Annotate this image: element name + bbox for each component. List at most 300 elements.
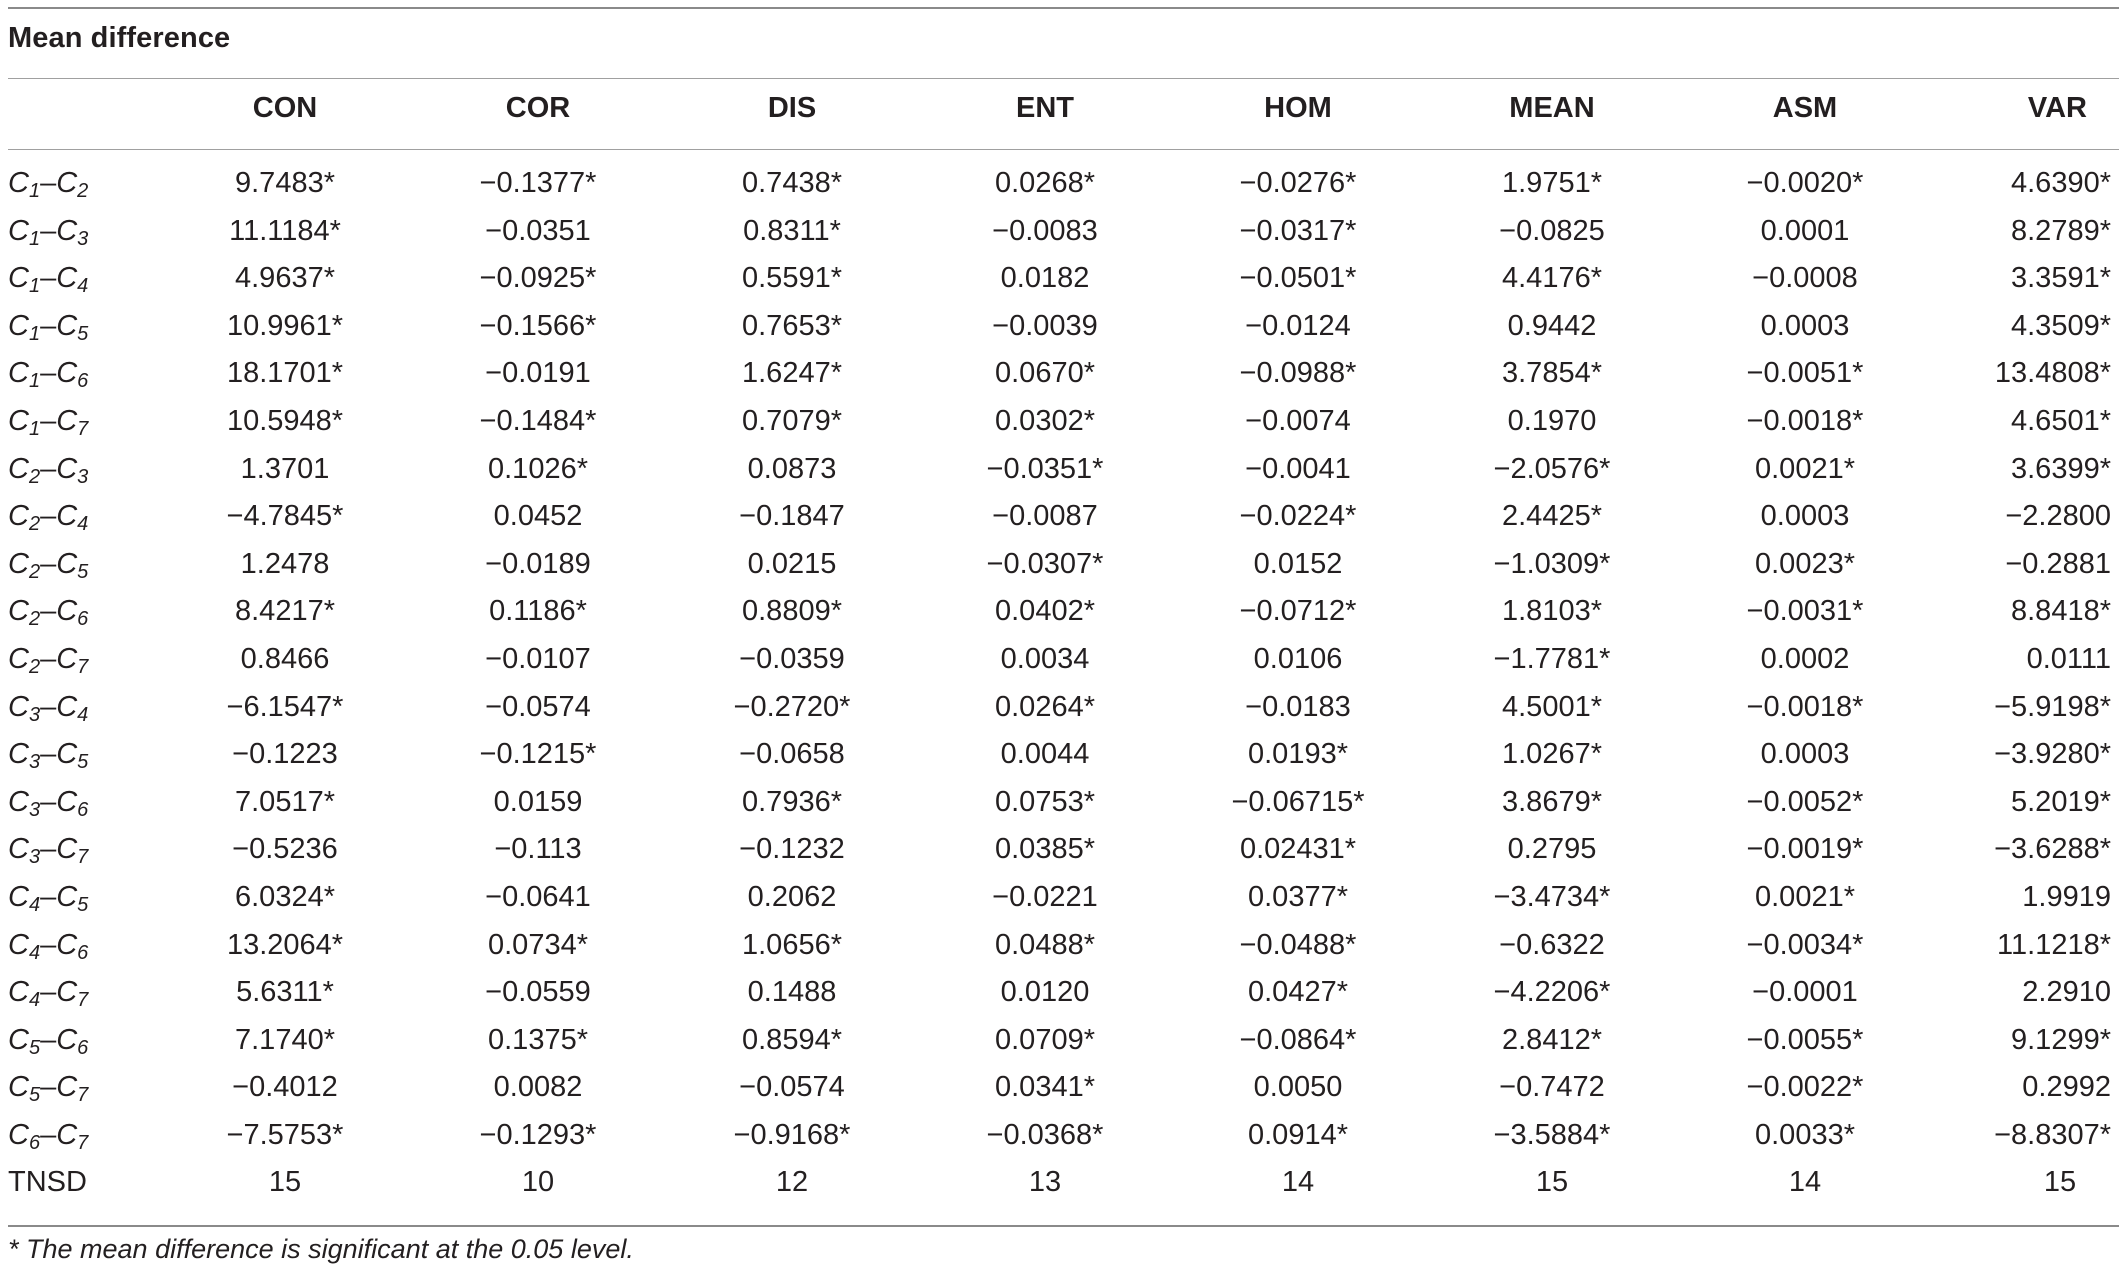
table-cell: 9.7483* — [235, 167, 335, 199]
table-cell: 0.0106 — [1253, 642, 1343, 675]
row-label-symbol: C — [56, 547, 78, 580]
caption-rule — [8, 78, 2119, 79]
table-cell: 11.1184* — [229, 214, 341, 247]
row-label-symbol: C — [56, 595, 78, 628]
table-cell: 0.7438* — [742, 167, 842, 199]
table-cell: 0.0152 — [1253, 547, 1343, 580]
row-label-subscript: 1 — [28, 370, 41, 393]
column-header-mean: MEAN — [1509, 92, 1595, 124]
table-row — [0, 970, 2119, 1018]
table-cell: −0.2881 — [2005, 547, 2111, 580]
table-cell: 0.0302* — [995, 404, 1095, 437]
row-label: $C_4-C_7$ — [8, 976, 89, 1012]
table-row — [0, 875, 2119, 923]
table-cell: −0.1215* — [479, 738, 597, 771]
row-label-subscript: 7 — [77, 846, 89, 869]
row-label-subscript: 2 — [28, 513, 41, 536]
row-label-subscript: 2 — [28, 655, 41, 678]
table-cell: −0.0041 — [1245, 452, 1351, 485]
tnsd-cell: 15 — [1535, 1166, 1569, 1199]
row-label-subscript: 3 — [28, 798, 41, 821]
row-label-symbol: C — [8, 738, 29, 771]
column-header-con: CON — [252, 92, 318, 124]
table-cell: −3.5884* — [1493, 1118, 1611, 1151]
table-cell: −0.0988* — [1239, 357, 1357, 390]
row-label-symbol: C — [8, 1071, 29, 1104]
row-label: $C_1-C_2$ — [8, 167, 89, 202]
table-cell: 4.6501* — [2011, 404, 2111, 437]
table-row — [0, 447, 2119, 495]
table-cell: −0.0501* — [1239, 262, 1357, 295]
table-cell: −0.0083 — [992, 214, 1098, 247]
table-cell: 1.9919 — [2022, 880, 2111, 913]
row-label-symbol: C — [56, 1023, 78, 1056]
table-cell: −0.0034* — [1746, 928, 1864, 961]
table-cell: 0.0268* — [995, 167, 1095, 199]
table-cell: 0.1970 — [1507, 404, 1597, 437]
row-label-symbol: C — [56, 928, 78, 961]
table-cell: 3.8679* — [1502, 785, 1602, 818]
table-cell: −0.1377* — [479, 167, 597, 199]
row-label-symbol: C — [56, 357, 78, 390]
row-label-subscript: 5 — [77, 751, 89, 774]
table-cell: −0.0018* — [1746, 690, 1864, 723]
table-cell: −0.0224* — [1239, 500, 1357, 533]
row-label: $C_2-C_6$ — [8, 595, 89, 631]
table-cell: 4.5001* — [1502, 690, 1602, 723]
table-cell: −4.2206* — [1493, 976, 1611, 1009]
row-label-symbol: C — [8, 880, 29, 913]
table-cell: 3.6399* — [2011, 452, 2111, 485]
table-row — [0, 1065, 2119, 1113]
table-cell: −0.0074 — [1245, 404, 1351, 437]
row-label-symbol: C — [8, 547, 29, 580]
row-label-symbol: C — [56, 785, 78, 818]
table-cell: 0.8466 — [240, 642, 330, 675]
table-cell: −1.0309* — [1493, 547, 1611, 580]
row-label: $C_5-C_7$ — [8, 1071, 89, 1107]
table-cell: −0.0221 — [992, 880, 1098, 913]
table-cell: −0.9168* — [733, 1118, 851, 1151]
table-cell: 3.3591* — [2011, 262, 2111, 295]
table-cell: −0.0359 — [739, 642, 845, 675]
table-row — [0, 685, 2119, 733]
row-label-symbol: C — [8, 928, 29, 961]
row-label-subscript: 4 — [77, 513, 89, 536]
table-row — [0, 209, 2119, 257]
table-cell: 4.3509* — [2011, 309, 2111, 342]
row-label-subscript: 1 — [28, 322, 41, 345]
row-label-symbol: C — [56, 976, 78, 1009]
row-label-subscript: 5 — [77, 893, 89, 916]
row-label: $C_3-C_7$ — [8, 833, 89, 869]
table-cell: 2.4425* — [1502, 500, 1602, 533]
header-rule — [8, 149, 2119, 150]
table-cell: 0.0385* — [995, 833, 1095, 866]
table-cell: −0.0307* — [986, 547, 1104, 580]
table-cell: 0.0452 — [493, 500, 583, 533]
table-cell: 0.0034 — [1000, 642, 1090, 675]
table-cell: −0.0107 — [485, 642, 591, 675]
row-label-symbol: C — [56, 833, 78, 866]
table-cell: 0.2992 — [2022, 1071, 2111, 1104]
table-cell: −5.9198* — [1994, 690, 2111, 723]
row-label-symbol: C — [8, 1118, 29, 1151]
row-label-symbol: C — [56, 262, 78, 295]
row-label-subscript: 7 — [77, 1084, 89, 1107]
table-cell: 0.0377* — [1248, 880, 1348, 913]
table-cell: −0.0189 — [485, 547, 591, 580]
table-cell: −0.0825 — [1499, 214, 1605, 247]
row-label-subscript: 6 — [77, 941, 89, 964]
table-cell: 0.0193* — [1248, 738, 1348, 771]
table-row — [0, 780, 2119, 828]
table-cell: 0.0670* — [995, 357, 1095, 390]
table-cell: −0.0488* — [1239, 928, 1357, 961]
row-label-subscript: 2 — [77, 180, 89, 202]
row-label-subscript: 7 — [77, 989, 89, 1012]
table-cell: −0.0124 — [1245, 309, 1351, 342]
table-row — [0, 1113, 2119, 1161]
row-label-subscript: 7 — [77, 417, 89, 440]
row-label-symbol: C — [56, 452, 78, 485]
row-label-symbol: C — [56, 738, 78, 771]
row-label-subscript: 2 — [28, 608, 41, 631]
row-label-symbol: C — [8, 167, 29, 199]
table-cell: −0.6322 — [1499, 928, 1605, 961]
row-label: $C_2-C_3$ — [8, 452, 89, 488]
row-label-symbol: C — [8, 976, 29, 1009]
table-cell: 0.0003 — [1760, 309, 1850, 342]
row-label-symbol: C — [56, 1118, 78, 1151]
table-row — [0, 304, 2119, 352]
table-cell: −0.0658 — [739, 738, 845, 771]
tnsd-cell: 13 — [1028, 1166, 1062, 1199]
row-label-subscript: 1 — [28, 275, 41, 298]
table-cell: −0.1566* — [479, 309, 597, 342]
table-cell: 8.8418* — [2011, 595, 2111, 628]
row-label-symbol: C — [56, 214, 78, 247]
table-cell: 0.0082 — [493, 1071, 583, 1104]
row-label-subscript: 3 — [77, 465, 89, 488]
row-label-subscript: 4 — [77, 703, 89, 726]
row-label: $C_2-C_7$ — [8, 642, 89, 678]
table-cell: 0.0427* — [1248, 976, 1348, 1009]
table-cell: 0.0873 — [747, 452, 837, 485]
table-cell: −0.0191 — [485, 357, 591, 390]
table-row — [0, 256, 2119, 304]
table-cell: 0.0753* — [995, 785, 1095, 818]
table-cell: 1.6247* — [742, 357, 842, 390]
table-cell: 5.6311* — [236, 976, 334, 1009]
table-cell: −3.6288* — [1994, 833, 2111, 866]
row-label-subscript: 6 — [77, 370, 89, 393]
column-header-var: VAR — [2027, 92, 2087, 124]
table-cell: 0.0003 — [1760, 500, 1850, 533]
table-row — [0, 161, 2119, 209]
row-label: $C_2-C_5$ — [8, 547, 89, 583]
table-cell: 0.2062 — [747, 880, 837, 913]
tnsd-cell: 15 — [2043, 1166, 2077, 1199]
table-cell: 0.0402* — [995, 595, 1095, 628]
table-row — [0, 542, 2119, 590]
table-cell: −0.0018* — [1746, 404, 1864, 437]
table-cell: 0.7653* — [742, 309, 842, 342]
table-cell: −0.0368* — [986, 1118, 1104, 1151]
table-cell: −0.0712* — [1239, 595, 1357, 628]
row-label: $C_2-C_4$ — [8, 500, 89, 536]
table-cell: 0.0341* — [995, 1071, 1095, 1104]
table-cell: −2.2800 — [2005, 500, 2111, 533]
row-label: $C_1-C_5$ — [8, 309, 89, 345]
row-label: $C_1-C_7$ — [8, 404, 89, 440]
table-cell: 0.1375* — [488, 1023, 588, 1056]
table-cell: −0.0051* — [1746, 357, 1864, 390]
table-cell: 0.0002 — [1760, 642, 1850, 675]
table-cell: 0.1026* — [488, 452, 588, 485]
tnsd-cell: 15 — [268, 1166, 302, 1199]
row-label-subscript: 6 — [28, 1131, 41, 1154]
table-cell: −3.9280* — [1994, 738, 2111, 771]
table-row — [0, 637, 2119, 685]
row-label-symbol: C — [8, 452, 29, 485]
column-header-ent: ENT — [1016, 92, 1074, 124]
table-cell: −0.0019* — [1746, 833, 1864, 866]
table-caption: Mean difference — [8, 22, 231, 54]
table-cell: −0.0574 — [485, 690, 591, 723]
row-label-symbol: C — [8, 500, 29, 533]
footnote: * The mean difference is significant at the 0.05 level. — [8, 1234, 634, 1264]
row-label-subscript: 1 — [28, 227, 41, 250]
table-cell: 7.0517* — [235, 785, 335, 818]
table-cell: 4.6390* — [2011, 167, 2111, 199]
row-label: $C_1-C_6$ — [8, 357, 89, 393]
table-cell: −0.0183 — [1245, 690, 1351, 723]
table-cell: 0.0182 — [1000, 262, 1090, 295]
row-label-symbol: C — [8, 690, 29, 723]
row-label-symbol: C — [8, 833, 29, 866]
tnsd-row — [0, 1160, 2119, 1208]
row-label-symbol: C — [56, 500, 78, 533]
table-cell: 0.2795 — [1507, 833, 1597, 866]
table-cell: 0.0023* — [1755, 547, 1855, 580]
table-cell: −0.1847 — [739, 500, 845, 533]
row-label-subscript: 1 — [28, 180, 41, 202]
table-cell: −0.0559 — [485, 976, 591, 1009]
row-label-symbol: C — [8, 642, 29, 675]
table-cell: −0.113 — [494, 833, 582, 866]
row-label: $C_5-C_6$ — [8, 1023, 89, 1059]
table-cell: −0.0055* — [1746, 1023, 1864, 1056]
bottom-rule — [8, 1225, 2119, 1227]
table-cell: −0.0020* — [1746, 167, 1864, 199]
table-row — [0, 351, 2119, 399]
table-cell: −0.0031* — [1746, 595, 1864, 628]
table-cell: 0.0021* — [1755, 880, 1855, 913]
table-cell: −0.0039 — [992, 309, 1098, 342]
table-cell: −0.7472 — [1499, 1071, 1605, 1104]
table-cell: −0.0317* — [1239, 214, 1357, 247]
tnsd-label: TNSD — [8, 1166, 87, 1199]
row-label-symbol: C — [8, 214, 29, 247]
row-label-symbol: C — [8, 1023, 29, 1056]
table-cell: 0.02431* — [1239, 833, 1357, 866]
tnsd-cell: 12 — [775, 1166, 809, 1199]
row-label-subscript: 5 — [28, 1084, 41, 1107]
row-label-symbol: C — [8, 404, 29, 437]
row-label-subscript: 2 — [28, 560, 41, 583]
row-label: $C_4-C_5$ — [8, 880, 89, 916]
table-cell: 13.4808* — [1994, 357, 2111, 390]
column-header-asm: ASM — [1772, 92, 1838, 124]
table-cell: 0.0001 — [1760, 214, 1850, 247]
table-cell: −0.0052* — [1746, 785, 1864, 818]
table-cell: −0.0925* — [479, 262, 597, 295]
row-label-subscript: 1 — [28, 417, 41, 440]
table-row — [0, 494, 2119, 542]
top-rule — [8, 7, 2119, 9]
table-row — [0, 589, 2119, 637]
table-cell: 0.0709* — [995, 1023, 1095, 1056]
table-cell: −0.0351* — [986, 452, 1104, 485]
table-cell: 0.7936* — [742, 785, 842, 818]
table-cell: −0.0864* — [1239, 1023, 1357, 1056]
row-label: $C_6-C_7$ — [8, 1118, 89, 1154]
table-cell: 0.0215 — [747, 547, 837, 580]
table-cell: 0.0111 — [2026, 642, 2111, 675]
row-label-subscript: 3 — [28, 703, 41, 726]
row-label-subscript: 6 — [77, 798, 89, 821]
column-header-cor: COR — [505, 92, 571, 124]
table-cell: −0.5236 — [232, 833, 338, 866]
table-cell: 0.8311* — [743, 214, 841, 247]
table-row — [0, 1018, 2119, 1066]
table-cell: 8.4217* — [235, 595, 335, 628]
table-row — [0, 399, 2119, 447]
column-header-hom: HOM — [1264, 92, 1332, 124]
row-label-subscript: 5 — [77, 560, 89, 583]
row-label-symbol: C — [56, 167, 78, 199]
table-cell: 8.2789* — [2011, 214, 2111, 247]
row-label: $C_3-C_6$ — [8, 785, 89, 821]
row-label-symbol: C — [8, 309, 29, 342]
row-label: $C_3-C_5$ — [8, 738, 89, 774]
row-label-subscript: 5 — [28, 1036, 41, 1059]
table-cell: 1.0267* — [1502, 738, 1602, 771]
row-label: $C_3-C_4$ — [8, 690, 89, 726]
table-cell: −2.0576* — [1493, 452, 1611, 485]
row-label-symbol: C — [8, 357, 29, 390]
table-cell: −0.0022* — [1746, 1071, 1864, 1104]
table-cell: −6.1547* — [226, 690, 344, 723]
table-cell: 3.7854* — [1502, 357, 1602, 390]
table-cell: 10.9961* — [226, 309, 344, 342]
row-label-symbol: C — [56, 880, 78, 913]
table-cell: −0.0574 — [739, 1071, 845, 1104]
table-cell: 18.1701* — [226, 357, 344, 390]
table-cell: −3.4734* — [1493, 880, 1611, 913]
table-cell: −7.5753* — [226, 1118, 344, 1151]
table-cell: 11.1218* — [1997, 928, 2111, 961]
table-cell: 1.8103* — [1502, 595, 1602, 628]
table-cell: −0.4012 — [232, 1071, 338, 1104]
table-cell: 1.9751* — [1502, 167, 1602, 199]
table-cell: −0.2720* — [733, 690, 851, 723]
table-cell: 0.0488* — [995, 928, 1095, 961]
table-row — [0, 827, 2119, 875]
table-cell: 0.0734* — [488, 928, 588, 961]
table-cell: 13.2064* — [226, 928, 344, 961]
table-row — [0, 732, 2119, 780]
table-cell: 0.0159 — [493, 785, 583, 818]
table-cell: 0.0021* — [1755, 452, 1855, 485]
row-label-subscript: 7 — [77, 1131, 89, 1154]
table-cell: −0.1223 — [232, 738, 338, 771]
row-label-subscript: 4 — [28, 989, 41, 1012]
row-label-symbol: C — [8, 262, 29, 295]
row-label-symbol: C — [56, 309, 78, 342]
table-cell: 4.4176* — [1502, 262, 1602, 295]
table-cell: −0.0001 — [1752, 976, 1858, 1009]
table-cell: −0.06715* — [1231, 785, 1365, 818]
row-label: $C_1-C_3$ — [8, 214, 89, 250]
table-cell: −0.0641 — [485, 880, 591, 913]
table-cell: −0.0351 — [485, 214, 591, 247]
row-label-subscript: 5 — [77, 322, 89, 345]
table-cell: −0.0008 — [1752, 262, 1858, 295]
tnsd-cell: 14 — [1281, 1166, 1315, 1199]
row-label-subscript: 2 — [28, 465, 41, 488]
table-cell: 0.0120 — [1000, 976, 1090, 1009]
table-cell: −0.1484* — [479, 404, 597, 437]
table-cell: −1.7781* — [1493, 642, 1611, 675]
table-cell: 5.2019* — [2011, 785, 2111, 818]
table-cell: 0.0914* — [1248, 1118, 1348, 1151]
row-label-symbol: C — [8, 595, 29, 628]
table-cell: 10.5948* — [226, 404, 344, 437]
row-label-subscript: 3 — [77, 227, 89, 250]
row-label-symbol: C — [56, 642, 78, 675]
table-cell: 0.9442 — [1507, 309, 1597, 342]
table-cell: −0.0087 — [992, 500, 1098, 533]
table-cell: 0.0044 — [1000, 738, 1090, 771]
table-cell: 0.0033* — [1755, 1118, 1855, 1151]
table-cell: 0.1488 — [747, 976, 837, 1009]
table-cell: 0.0003 — [1760, 738, 1850, 771]
row-label-subscript: 4 — [28, 941, 41, 964]
row-label-subscript: 3 — [28, 846, 41, 869]
row-label-subscript: 4 — [77, 275, 89, 298]
row-label-subscript: 6 — [77, 1036, 89, 1059]
table-cell: −0.1293* — [479, 1118, 597, 1151]
table-cell: −4.7845* — [226, 500, 344, 533]
row-label-subscript: 7 — [77, 655, 89, 678]
table-row — [0, 923, 2119, 971]
table-cell: 4.9637* — [235, 262, 335, 295]
row-label: $C_1-C_4$ — [8, 262, 89, 298]
row-label-symbol: C — [56, 690, 78, 723]
row-label-subscript: 6 — [77, 608, 89, 631]
table-cell: 2.2910 — [2022, 976, 2111, 1009]
table-cell: 0.5591* — [742, 262, 842, 295]
row-label-subscript: 4 — [28, 893, 41, 916]
table-cell: 0.0050 — [1253, 1071, 1343, 1104]
row-label-symbol: C — [56, 1071, 78, 1104]
table-cell: 7.1740* — [235, 1023, 335, 1056]
table-body — [0, 161, 2119, 1208]
row-label-subscript: 3 — [28, 751, 41, 774]
table-cell: 0.8809* — [742, 595, 842, 628]
